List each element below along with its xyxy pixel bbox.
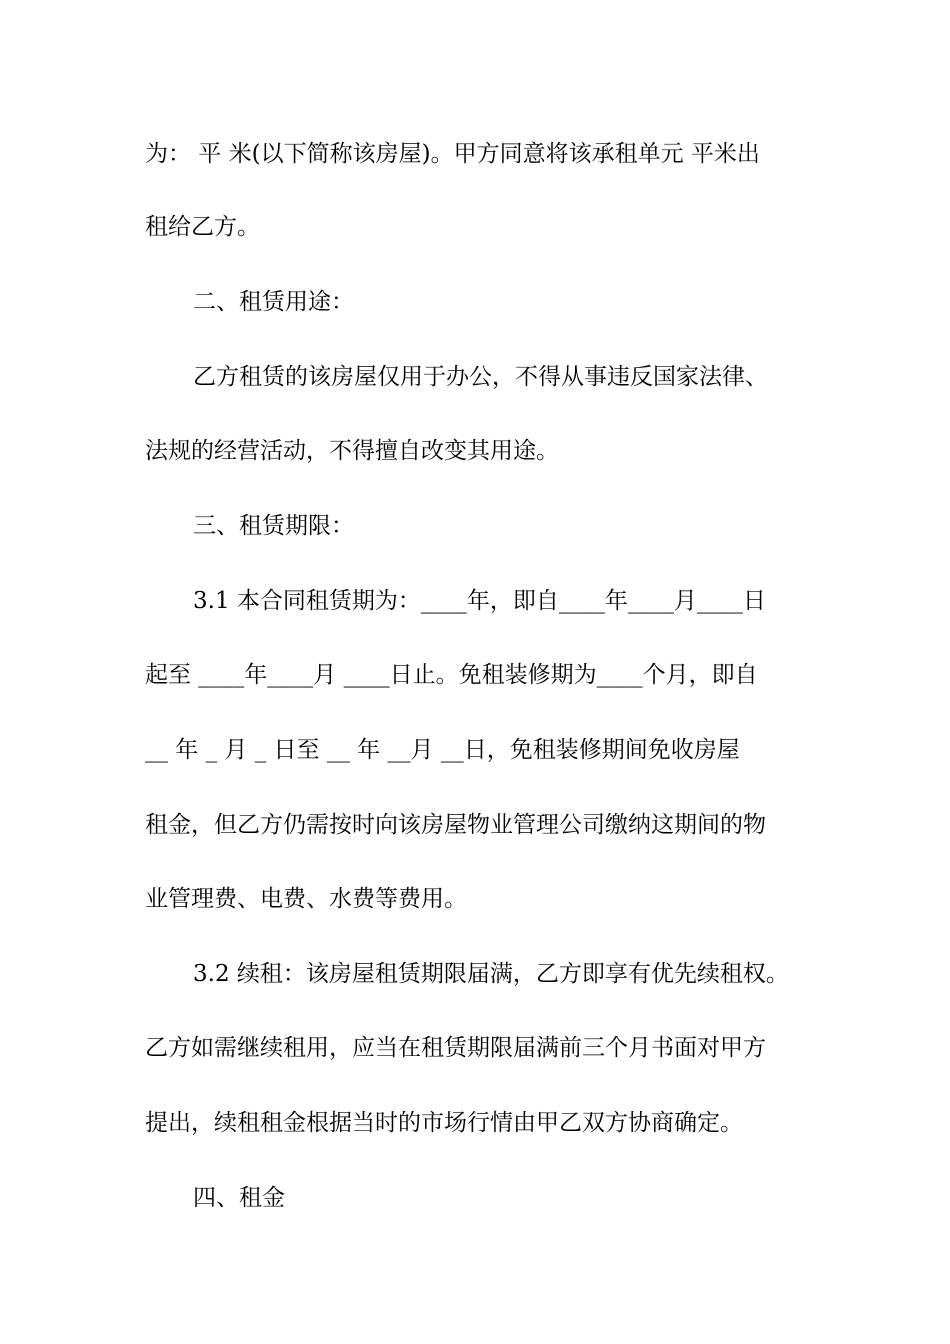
- text-line-11: 业管理费、电费、水费等费用。: [145, 886, 467, 912]
- text-line-8: 起至 ____年____月 ____日止。免租装修期为____个月，即自: [145, 662, 758, 688]
- text-line-10: 租金，但乙方仍需按时向该房屋物业管理公司缴纳这期间的物: [145, 812, 766, 838]
- section-heading-term: 三、租赁期限：: [193, 513, 354, 539]
- text-line-13: 乙方如需继续租用，应当在租赁期限届满前三个月书面对甲方: [145, 1035, 766, 1061]
- section-heading-rent: 四、租金: [193, 1185, 285, 1211]
- text-line-14: 提出，续租租金根据当时的市场行情由甲乙双方协商确定。: [145, 1110, 743, 1136]
- text-line-12: 3.2 续租：该房屋租赁期限届满，乙方即享有优先续租权。: [193, 961, 789, 987]
- text-line-2: 租给乙方。: [145, 214, 260, 240]
- text-line-9: __ 年 _ 月 _ 日至 __ 年 __月 __日，免租装修期间免收房屋: [145, 737, 740, 763]
- text-line-4: 乙方租赁的该房屋仅用于办公，不得从事违反国家法律、: [193, 364, 768, 390]
- text-line-7: 3.1 本合同租赁期为：____年，即自____年____月____日: [193, 588, 766, 614]
- section-heading-purpose: 二、租赁用途：: [193, 289, 354, 315]
- text-line-1: 为： 平 米(以下简称该房屋)。甲方同意将该承租单元 平米出: [145, 141, 760, 167]
- text-line-5: 法规的经营活动，不得擅自改变其用途。: [145, 438, 559, 464]
